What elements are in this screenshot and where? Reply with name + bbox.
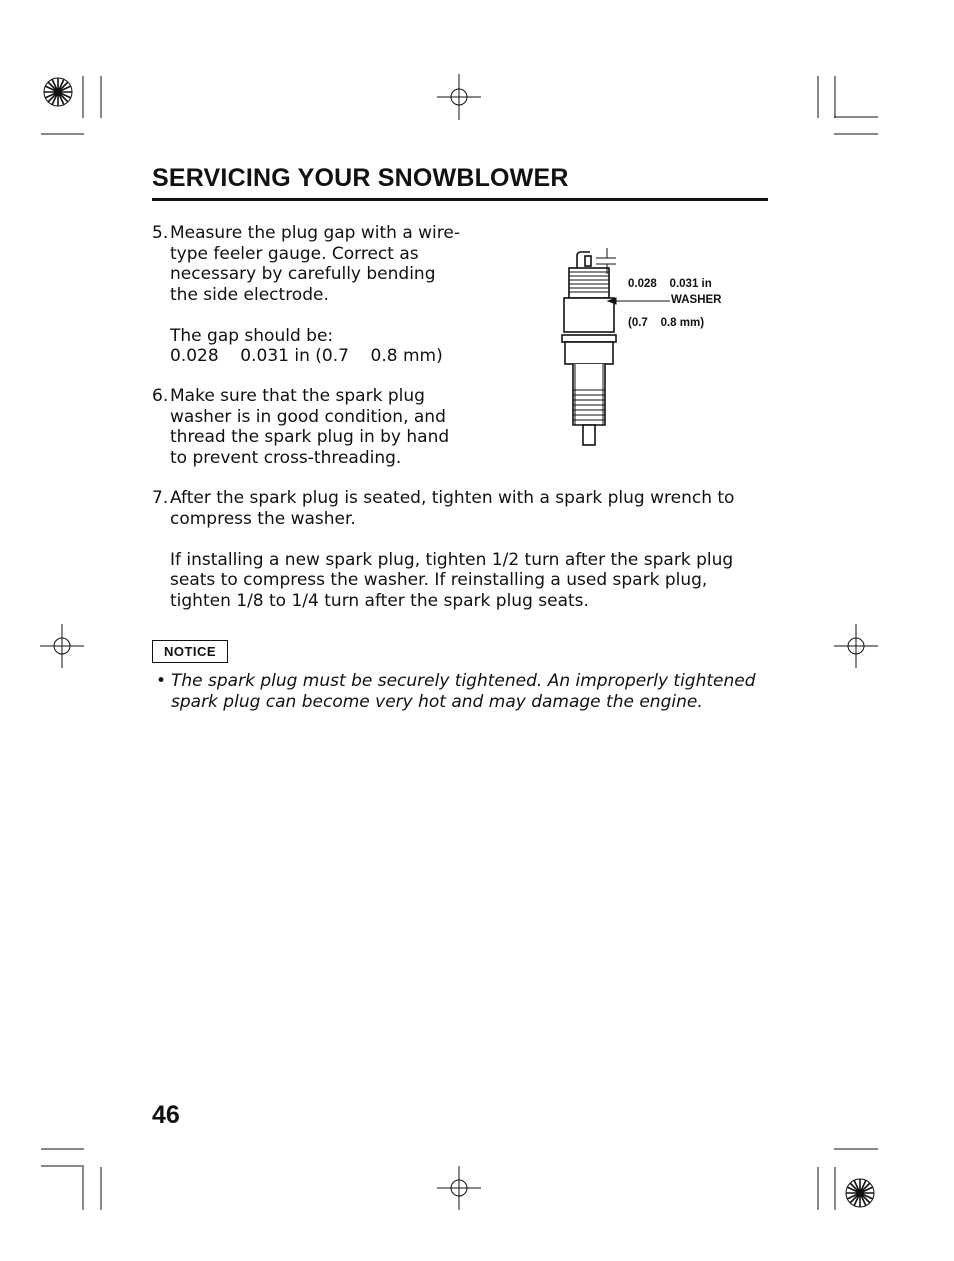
page-title: SERVICING YOUR SNOWBLOWER (152, 164, 569, 192)
bullet-icon: • (156, 671, 167, 691)
step-text-line: washer is in good condition, and (170, 406, 446, 427)
step-text-line: type feeler gauge. Correct as (170, 243, 419, 264)
step-note-line: If installing a new spark plug, tighten 1/2 turn after the spark plug (170, 549, 734, 570)
notice-badge: NOTICE (152, 640, 228, 663)
step-number: 6. (152, 386, 169, 406)
step-text-line: Measure the plug gap with a wire- (170, 223, 460, 243)
gap-value: 0.028 0.031 in (0.7 0.8 mm) (170, 346, 443, 366)
title-rule (152, 198, 768, 201)
step-7 (152, 488, 772, 611)
step-note-line: tighten 1/8 to 1/4 turn after the spark plug seats. (170, 590, 589, 611)
notice-line: The spark plug must be securely tightened. An improperly tightened (171, 671, 756, 691)
gap-label: The gap should be: (170, 325, 334, 346)
registration-target-bottom-right (846, 1179, 874, 1207)
step-text-line: Make sure that the spark plug (170, 386, 425, 406)
step-number: 5. (152, 223, 169, 243)
step-6 (152, 386, 482, 468)
gap-dimension-label: 0.028 0.031 in (0.7 0.8 mm) (628, 278, 712, 329)
step-text-line: After the spark plug is seated, tighten with a spark plug wrench to (170, 488, 735, 508)
step-text-line: to prevent cross-threading. (170, 447, 402, 468)
registration-target-top-left (44, 78, 72, 106)
step-note-line: seats to compress the washer. If reinstalling a used spark plug, (170, 570, 708, 590)
step-text-line: necessary by carefully bending (170, 264, 436, 284)
step-text-line: the side electrode. (170, 284, 329, 305)
step-text-line: compress the washer. (170, 508, 356, 529)
washer-label: WASHER (671, 294, 722, 306)
notice-line: spark plug can become very hot and may damage the engine. (171, 691, 703, 712)
page-number: 46 (152, 1101, 180, 1129)
step-text-line: thread the spark plug in by hand (170, 427, 450, 447)
step-5 (152, 223, 482, 367)
notice-text (156, 671, 776, 712)
step-number: 7. (152, 488, 169, 508)
